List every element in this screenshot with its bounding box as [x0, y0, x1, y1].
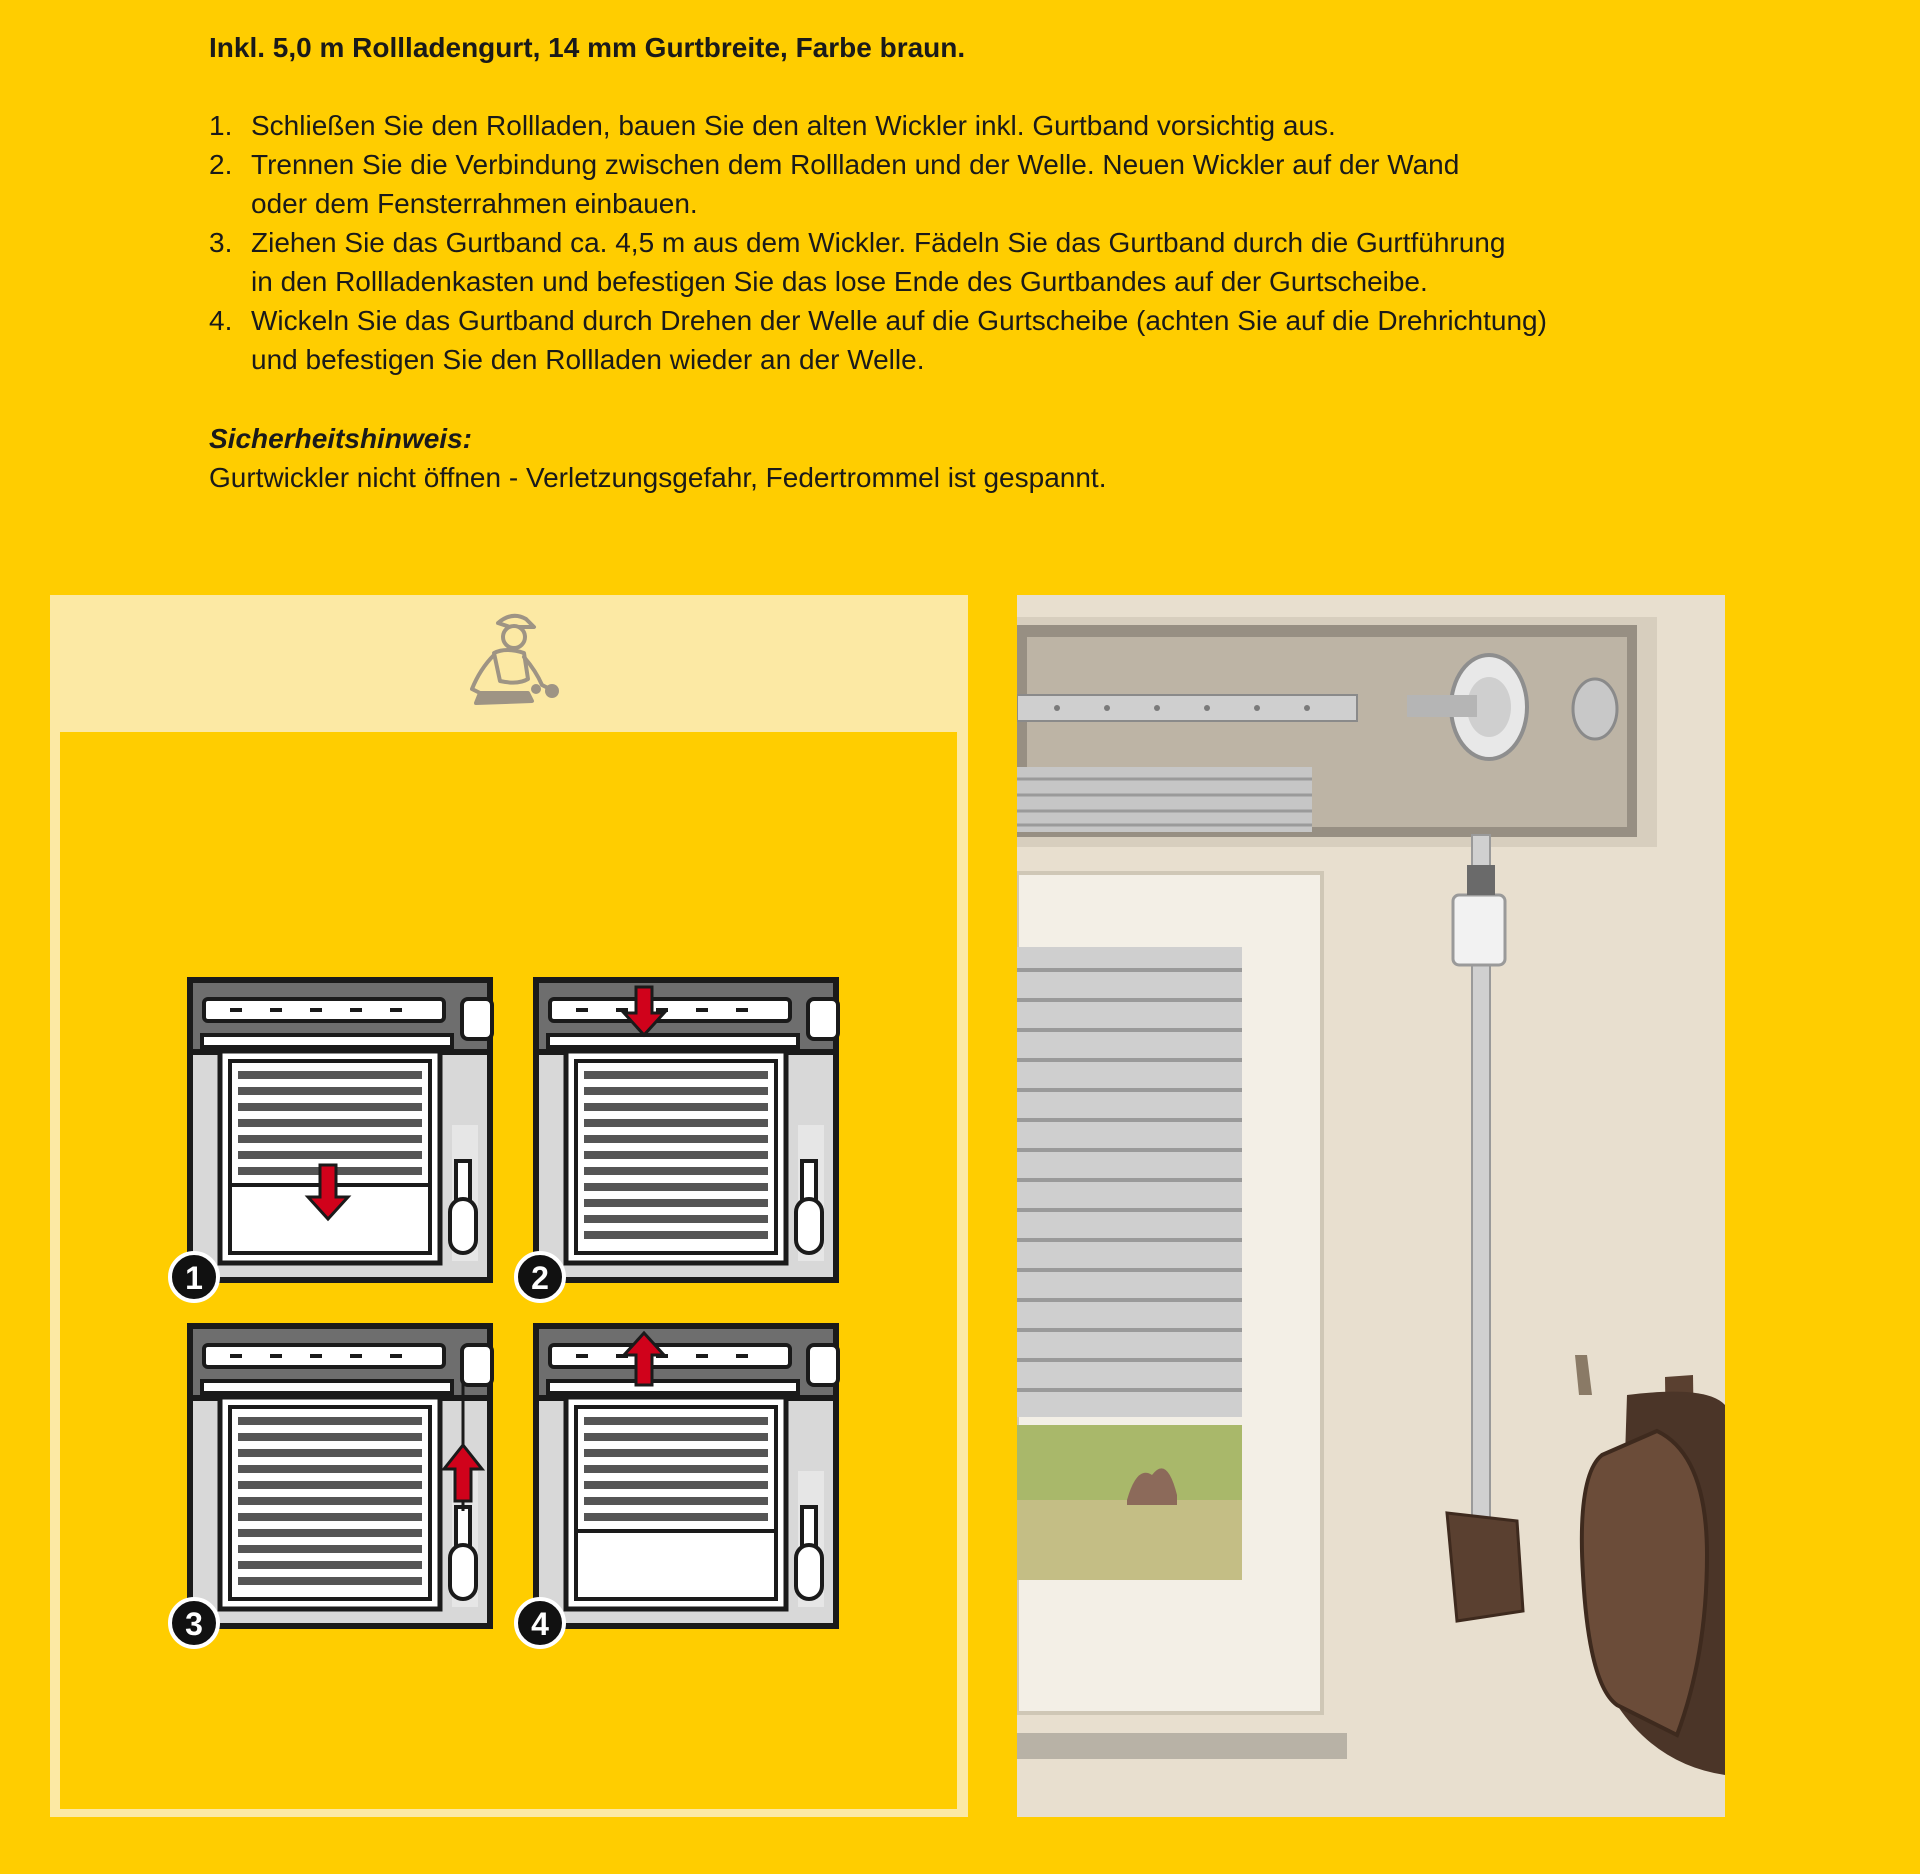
step-badge: 2 — [531, 1260, 549, 1296]
step-item — [209, 145, 1769, 223]
safety-title: Sicherheitshinweis: — [209, 423, 472, 454]
step-number: 2. — [209, 149, 233, 180]
step-item — [209, 106, 1769, 145]
headline: Inkl. 5,0 m Rollladengurt, 14 mm Gurtbreite, Farbe braun. — [209, 32, 966, 63]
diagram-step-2 — [516, 980, 838, 1301]
step-item — [209, 301, 1769, 379]
step-diagrams — [160, 975, 860, 1655]
step-line: Trennen Sie die Verbindung zwischen dem Rollladen und der Welle. Neuen Wickler auf der Wand — [251, 149, 1460, 180]
step-badge: 4 — [531, 1606, 549, 1642]
steps-list — [209, 106, 1769, 379]
step-item — [209, 223, 1769, 301]
diagram-step-3 — [170, 1326, 492, 1647]
step-badge: 1 — [185, 1260, 203, 1296]
instructions — [209, 32, 1769, 497]
product-photo — [1017, 595, 1725, 1817]
step-line: Ziehen Sie das Gurtband ca. 4,5 m aus dem Wickler. Fädeln Sie das Gurtband durch die Gurtführung — [251, 227, 1506, 258]
step-line: Wickeln Sie das Gurtband durch Drehen der Welle auf die Gurtscheibe (achten Sie auf die Drehrichtung) — [251, 305, 1547, 336]
safety-text: Gurtwickler nicht öffnen - Verletzungsgefahr, Federtrommel ist gespannt. — [209, 462, 1107, 493]
step-line: in den Rollladenkasten und befestigen Sie das lose Ende des Gurtbandes auf der Gurtscheibe. — [251, 266, 1428, 297]
step-number: 1. — [209, 110, 233, 141]
step-number: 3. — [209, 227, 233, 258]
worker-icon — [450, 605, 560, 715]
diagram-step-1 — [170, 980, 492, 1301]
step-line: Schließen Sie den Rollladen, bauen Sie den alten Wickler inkl. Gurtband vorsichtig aus. — [251, 110, 1336, 141]
step-line: und befestigen Sie den Rollladen wieder an der Welle. — [251, 344, 925, 375]
diagram-step-4 — [516, 1326, 838, 1647]
step-line: oder dem Fensterrahmen einbauen. — [251, 188, 698, 219]
step-badge: 3 — [185, 1606, 203, 1642]
step-number: 4. — [209, 305, 233, 336]
